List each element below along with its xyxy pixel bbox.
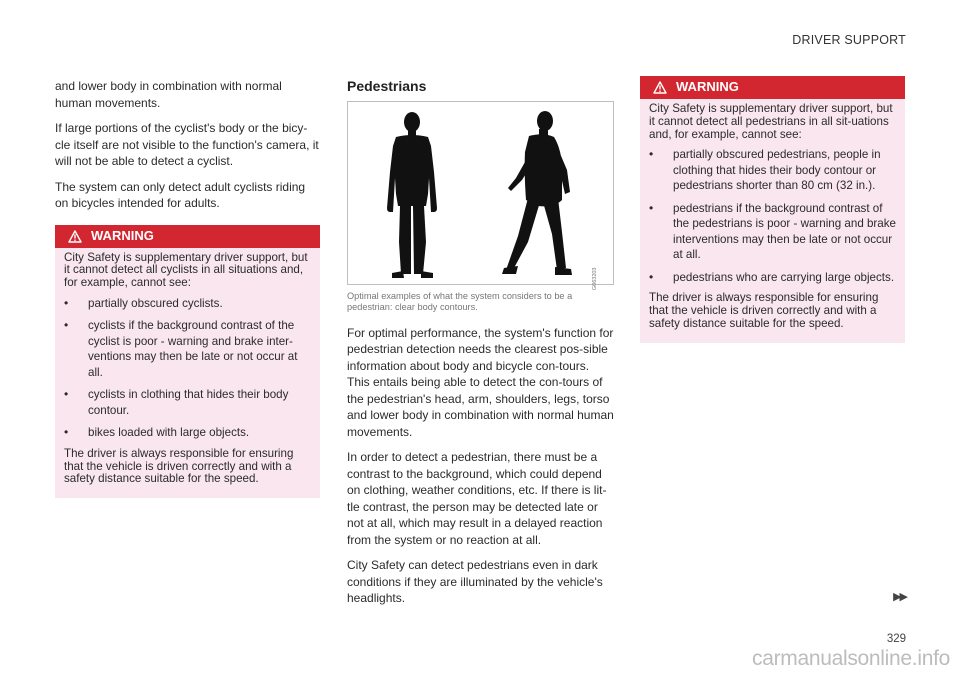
paragraph: If large portions of the cyclist's body or the bicy-cle itself are not visible to the function's camera, it will not be able to detect a cyclist. [55,121,319,168]
warning-intro: City Safety is supplementary driver support, but it cannot detect all pedestrians in all sit-uations and, for example, cannot see: [649,102,893,141]
paragraph: In order to detect a pedestrian, there must be a contrast to the background, which could depend on clothing, weather conditions, etc. If there is lit-tle contrast, the person may be detected late or not at all, which may result in a delayed reaction from the system or no reaction at all. [347,450,607,547]
paragraph: The system can only detect adult cyclists riding on bicycles intended for adults. [55,179,306,210]
list-item: • partially obscured pedestrians, people in clothing that hides their body contour or pedestrians shorter than 80 cm (32 in.). [649,147,896,194]
list-item: • pedestrians if the background contrast of the pedestrians is poor - warning and brake interventions may then be late or not occur at all. [649,201,896,263]
warning-title: WARNING [676,79,739,95]
column-right [640,76,905,343]
warning-outro: The driver is always responsible for ensuring that the vehicle is driven correctly and with a safety distance suitable for the speed. [649,291,879,330]
figure-code: G063203 [592,267,599,291]
warning-body [640,99,905,343]
pedestrian-illustration [347,101,614,291]
warning-box-pedestrians [640,76,905,343]
section-header: DRIVER SUPPORT [792,33,906,47]
pedestrian-silhouettes [348,102,613,284]
warning-list [649,147,896,285]
continue-arrows-icon: ▶▶ [893,591,906,603]
list-item: • cyclists in clothing that hides their body contour. [64,387,311,418]
warning-outro: The driver is always responsible for ensuring that the vehicle is driven correctly and with a safety distance suitable for the speed. [64,446,294,486]
warning-body [55,248,320,499]
watermark: carmanualsonline.info [752,647,950,670]
warning-intro: City Safety is supplementary driver support, but it cannot detect all cyclists in all situations and, for example, cannot see: [64,250,308,290]
column-middle [347,78,614,616]
warning-box-cyclists [55,225,320,499]
paragraph: City Safety can detect pedestrians even in dark conditions if they are illuminated by the vehicle's headlights. [347,558,603,605]
paragraph: and lower body in combination with normal human movements. [55,79,282,110]
warning-triangle-icon [653,81,667,94]
warning-title: WARNING [91,227,154,243]
list-item: • pedestrians who are carrying large objects. [649,270,896,286]
standing-pedestrian-silhouette [387,112,437,278]
list-item: • partially obscured cyclists. [64,296,311,312]
section-heading: Pedestrians [347,78,427,94]
paragraph: For optimal performance, the system's function for pedestrian detection needs the clearest pos-sible information about body and bicycle con-tours. This entails being able to detect the con-tours of the pedestrian's head, arm, shoulders, legs, torso and lower body in combination with normal human movements. [347,325,614,439]
warning-triangle-icon [68,230,82,243]
walking-pedestrian-silhouette [502,111,572,275]
list-item: • bikes loaded with large objects. [64,425,311,441]
warning-header [640,76,905,99]
column-left [55,78,320,498]
warning-header [55,225,320,248]
list-item: • cyclists if the background contrast of the cyclist is poor - warning and brake inter-ventions may then be late or not occur at all. [64,318,311,380]
warning-list [64,296,311,441]
figure-caption: Optimal examples of what the system considers to be a pedestrian: clear body contours. [347,290,573,312]
page-number: 329 [886,633,906,645]
